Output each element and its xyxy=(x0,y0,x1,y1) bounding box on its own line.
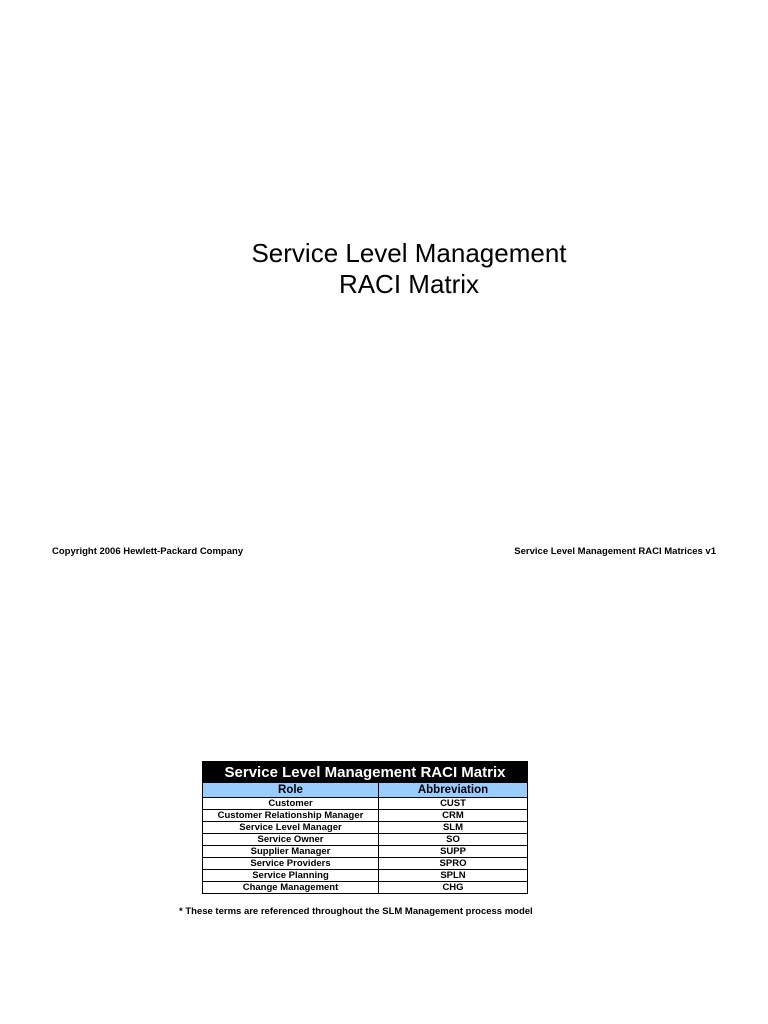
page-title-line-2: RACI Matrix xyxy=(338,269,480,299)
table-row xyxy=(203,834,528,846)
column-header-abbreviation: Abbreviation xyxy=(379,783,528,798)
role-cell: Supplier Manager xyxy=(203,846,379,858)
table-row xyxy=(203,798,528,810)
abbreviation-cell: CUST xyxy=(379,798,528,810)
table-row xyxy=(203,822,528,834)
abbreviation-cell: SPRO xyxy=(379,858,528,870)
table-caption: Service Level Management RACI Matrix xyxy=(203,762,528,783)
page-title-line-1: Service Level Management xyxy=(251,238,567,268)
table-row xyxy=(203,870,528,882)
raci-role-table xyxy=(202,761,528,894)
abbreviation-cell: CHG xyxy=(379,882,528,894)
role-cell: Customer xyxy=(203,798,379,810)
column-header-role: Role xyxy=(203,783,379,798)
document-name-text: Service Level Management RACI Matrices v1 xyxy=(514,546,716,557)
role-cell: Service Level Manager xyxy=(203,822,379,834)
table-row xyxy=(203,882,528,894)
abbreviation-cell: SO xyxy=(379,834,528,846)
abbreviation-cell: CRM xyxy=(379,810,528,822)
copyright-text: Copyright 2006 Hewlett-Packard Company xyxy=(52,546,244,557)
table-row xyxy=(203,846,528,858)
footnote: * These terms are referenced throughout the SLM Management process model xyxy=(179,906,533,917)
role-cell: Service Planning xyxy=(203,870,379,882)
table-row xyxy=(203,858,528,870)
page-title xyxy=(0,238,768,300)
abbreviation-cell: SPLN xyxy=(379,870,528,882)
role-cell: Service Providers xyxy=(203,858,379,870)
role-cell: Customer Relationship Manager xyxy=(203,810,379,822)
abbreviation-cell: SUPP xyxy=(379,846,528,858)
abbreviation-cell: SLM xyxy=(379,822,528,834)
role-cell: Change Management xyxy=(203,882,379,894)
table-row xyxy=(203,810,528,822)
role-cell: Service Owner xyxy=(203,834,379,846)
